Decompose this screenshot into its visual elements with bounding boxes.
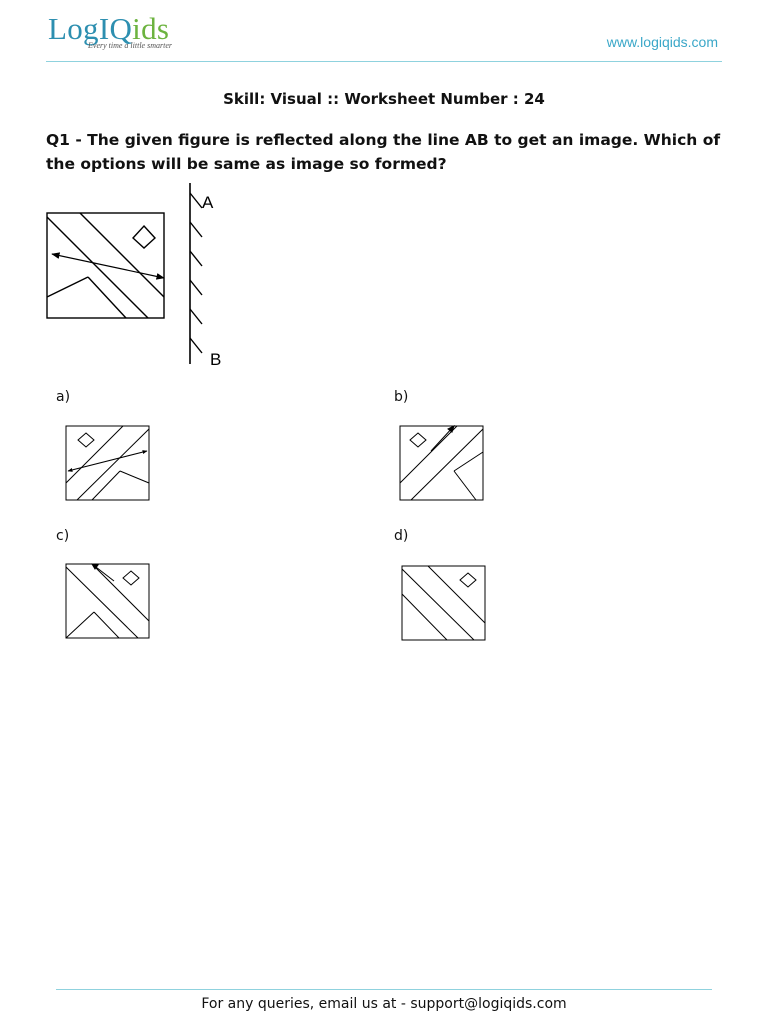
option-d-figure[interactable] — [400, 564, 488, 642]
option-b-figure[interactable] — [398, 424, 486, 502]
footer-divider — [56, 989, 712, 990]
mirror-label-b: B — [210, 350, 222, 369]
logo — [48, 10, 208, 54]
mirror-label-a: A — [202, 193, 214, 212]
option-a-label: a) — [56, 389, 71, 405]
option-a-figure[interactable] — [64, 424, 152, 502]
logo-text: LogIQids — [48, 11, 170, 46]
footer-contact: For any queries, email us at - support@logiqids.com — [201, 996, 567, 1012]
question-text: Q1 - The given figure is reflected along the line AB to get an image. Which of the options will be same as image so formed? — [46, 131, 721, 173]
logo-tagline: Every time a little smarter — [88, 41, 172, 50]
site-url-link[interactable]: www.logiqids.com — [606, 34, 718, 50]
option-c-label: c) — [56, 528, 70, 544]
figure-diamond — [133, 226, 155, 248]
header-divider — [46, 61, 722, 62]
option-d-label: d) — [394, 528, 409, 544]
option-c-figure[interactable] — [64, 562, 152, 640]
question-figure — [40, 178, 240, 374]
option-b-label: b) — [394, 389, 409, 405]
worksheet-title: Skill: Visual :: Worksheet Number : 24 — [223, 90, 545, 108]
